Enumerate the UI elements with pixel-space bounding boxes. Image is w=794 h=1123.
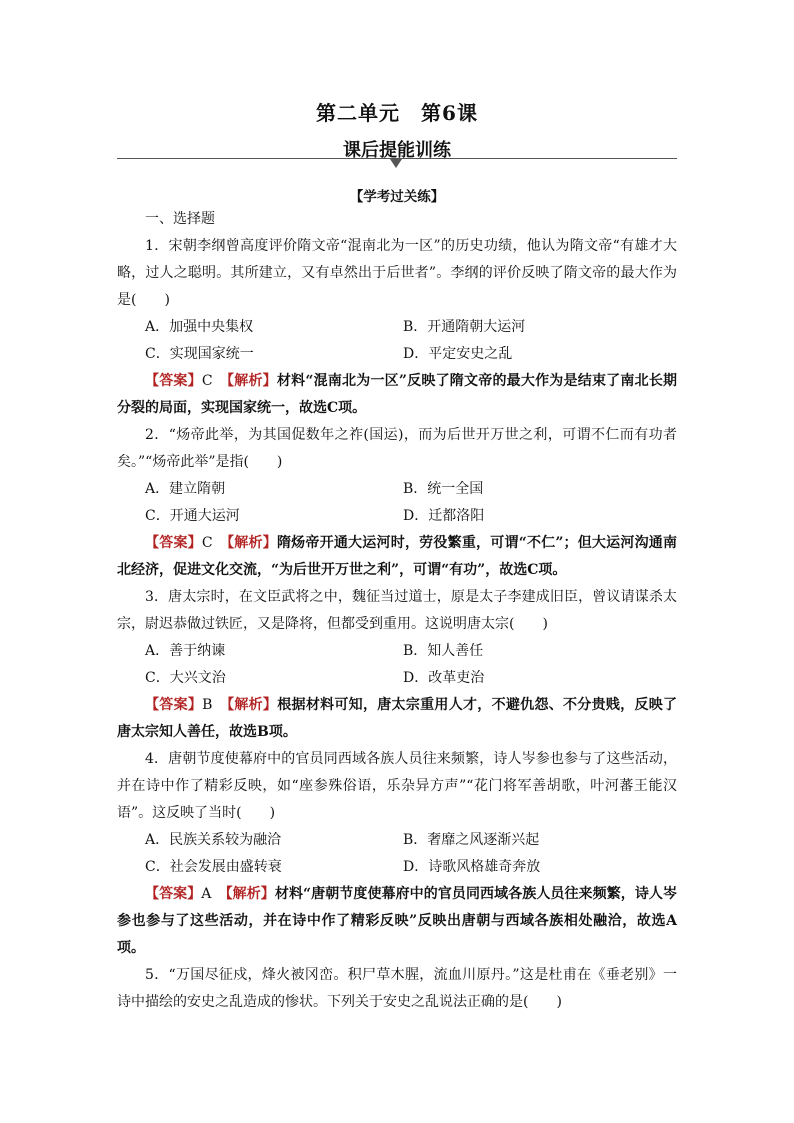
part-label: 一、选择题: [145, 211, 215, 227]
analysis-tag: 【解析】: [227, 535, 277, 551]
analysis-text: 隋炀帝开通大运河时，劳役繁重，可谓“不仁”；但大运河沟通南北经济，促进文化交流，“为后世开万世之利”，可谓“有功”，故选C项。: [117, 535, 678, 578]
option-row: [117, 503, 677, 530]
option: D．平定安史之乱: [403, 346, 513, 362]
option: B．开通隋朝大运河: [403, 319, 526, 335]
option: A．加强中央集权: [145, 319, 254, 335]
option-row: [117, 665, 677, 692]
section-heading: 【学考过关练】: [349, 189, 445, 205]
question-stem: 2．“炀帝此举，为其国促数年之祚(国运)，而为后世开万世之利，可谓不仁而有功者矣。”“炀帝此举”是指( ): [117, 427, 677, 470]
lesson-title: 第二单元 第6课: [316, 101, 478, 125]
exercise-content: [117, 206, 677, 1016]
option: C．社会发展由盛转衰: [145, 859, 282, 875]
option: C．实现国家统一: [145, 346, 254, 362]
option: D．诗歌风格雄奇奔放: [403, 859, 541, 875]
answer-tag: 【答案】: [145, 697, 203, 713]
answer-letter: B: [202, 697, 213, 713]
option: C．开通大运河: [145, 508, 240, 524]
analysis-tag: 【解析】: [227, 373, 277, 389]
answer-letter: A: [201, 886, 212, 902]
answer-block: [117, 881, 677, 962]
question-stem: 1．宋朝李纲曾高度评价隋文帝“混南北为一区”的历史功绩，他认为隋文帝“有雄才大略，过人之聪明。其所建立，又有卓然出于后世者”。李纲的评价反映了隋文帝的最大作为是( ): [117, 238, 677, 308]
lesson-subtitle: 课后提能训练: [343, 140, 451, 161]
option-row: [117, 476, 677, 503]
option-row: [117, 314, 677, 341]
option: A．民族关系较为融洽: [145, 832, 282, 848]
question-stem: 4．唐朝节度使幕府中的官员同西域各族人员往来频繁，诗人岑参也参与了这些活动，并在诗中作了精彩反映，如“座参殊俗语，乐杂异方声”“花门将军善胡歌，叶河蕃王能汉语”。这反映了当时( ): [117, 751, 677, 821]
question-stem: 5．“万国尽征戍，烽火被冈峦。积尸草木腥，流血川原丹。”这是杜甫在《垂老别》一诗中描绘的安史之乱造成的惨状。下列关于安史之乱说法正确的是( ): [117, 967, 677, 1010]
option: B．奢靡之风逐渐兴起: [403, 832, 540, 848]
option-row: [117, 341, 677, 368]
answer-block: [117, 530, 677, 584]
answer-tag: 【答案】: [145, 535, 202, 551]
option: A．善于纳谏: [145, 643, 226, 659]
option: B．统一全国: [403, 481, 484, 497]
option-row: [117, 854, 677, 881]
analysis-tag: 【解析】: [227, 697, 278, 713]
option: C．大兴文治: [145, 670, 226, 686]
analysis-text: 材料“唐朝节度使幕府中的官员同西域各族人员往来频繁，诗人岑参也参与了这些活动，并在诗中作了精彩反映”反映出唐朝与西域各族相处融洽，故选A项。: [117, 886, 677, 956]
analysis-text: 根据材料可知，唐太宗重用人才，不避仇怨、不分贵贱，反映了唐太宗知人善任，故选B项。: [117, 697, 678, 740]
analysis-text: 材料“混南北为一区”反映了隋文帝的最大作为是结束了南北长期分裂的局面，实现国家统一，故选C项。: [117, 373, 678, 416]
answer-letter: C: [201, 535, 213, 551]
answer-tag: 【答案】: [145, 886, 202, 902]
analysis-tag: 【解析】: [225, 886, 275, 902]
option: A．建立隋朝: [145, 481, 226, 497]
answer-block: [117, 692, 677, 746]
answer-tag: 【答案】: [145, 373, 202, 389]
answer-letter: C: [201, 373, 213, 389]
option-row: [117, 638, 677, 665]
option-row: [117, 827, 677, 854]
rule-triangle-icon: [390, 159, 402, 168]
option: D．改革吏治: [403, 670, 485, 686]
option: B．知人善任: [403, 643, 484, 659]
question-stem: 3．唐太宗时，在文臣武将之中，魏征当过道士，原是太子李建成旧臣，曾议请谋杀太宗，尉迟恭做过铁匠，又是降将，但都受到重用。这说明唐太宗( ): [117, 589, 677, 632]
answer-block: [117, 368, 677, 422]
option: D．迁都洛阳: [403, 508, 485, 524]
